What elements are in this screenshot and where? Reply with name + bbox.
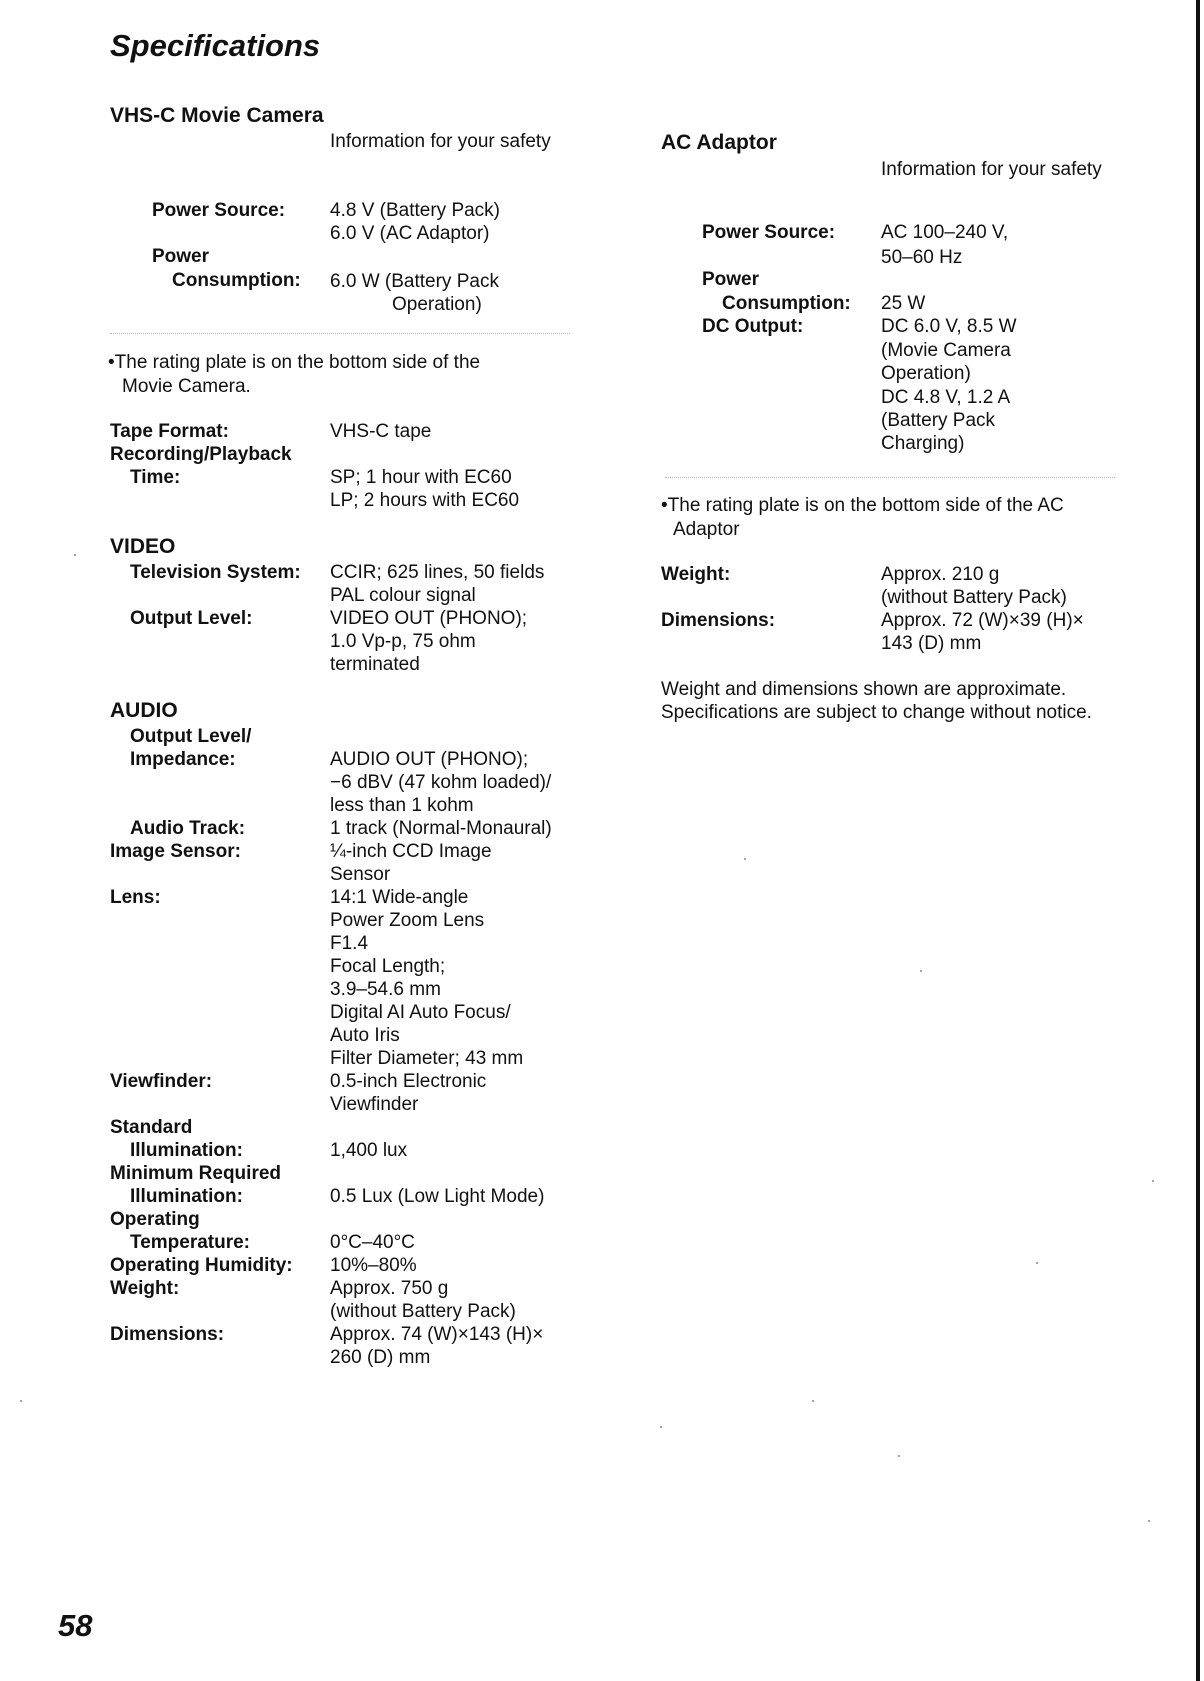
adaptor-rating-note: •The rating plate is on the bottom side of the AC	[661, 495, 1064, 516]
lens-value: 3.9–54.6 mm	[330, 979, 441, 1000]
camera-dimensions-label: Dimensions:	[110, 1324, 225, 1345]
page-title: Specifications	[110, 28, 321, 63]
camera-weight-label: Weight:	[110, 1278, 180, 1299]
camera-power-label: Consumption:	[172, 270, 301, 291]
lens-value: Digital AI Auto Focus/	[330, 1002, 511, 1023]
audio-track-label: Audio Track:	[130, 818, 246, 839]
footer-note: Weight and dimensions shown are approximate.	[661, 679, 1067, 700]
scan-speck	[74, 554, 76, 556]
audio-heading: AUDIO	[110, 699, 178, 722]
adaptor-dimensions-value: Approx. 72 (W)×39 (H)×	[881, 610, 1084, 631]
lens-value: F1.4	[330, 933, 369, 954]
camera-safety-note: Information for your safety	[330, 131, 551, 152]
camera-power-source-label: Power Source:	[152, 200, 286, 221]
adaptor-weight-value: (without Battery Pack)	[881, 587, 1067, 608]
audio-out-value: less than 1 kohm	[330, 795, 474, 816]
camera-weight-value: (without Battery Pack)	[330, 1301, 516, 1322]
tv-system-value: PAL colour signal	[330, 585, 476, 606]
lens-value: Power Zoom Lens	[330, 910, 485, 931]
adaptor-power-source-value: 50–60 Hz	[881, 247, 963, 268]
operating-humidity-label: Operating Humidity:	[110, 1255, 293, 1276]
scan-speck	[1152, 1180, 1154, 1182]
min-illumination-value: 0.5 Lux (Low Light Mode)	[330, 1186, 545, 1207]
scan-speck	[660, 1426, 662, 1428]
operating-temp-label: Temperature:	[130, 1232, 251, 1253]
camera-power-source-value: 4.8 V (Battery Pack)	[330, 200, 501, 221]
audio-out-label: Impedance:	[130, 749, 236, 770]
operating-temp-label: Operating	[110, 1209, 200, 1230]
dc-output-value: DC 6.0 V, 8.5 W	[881, 316, 1017, 337]
scan-speck	[920, 970, 922, 972]
viewfinder-value: 0.5-inch Electronic	[330, 1071, 487, 1092]
scan-speck	[812, 1400, 814, 1402]
dc-output-value: Charging)	[881, 433, 965, 454]
recording-time-label: Time:	[130, 467, 181, 488]
camera-power-source-value: 6.0 V (AC Adaptor)	[330, 223, 490, 244]
image-sensor-label: Image Sensor:	[110, 841, 241, 862]
image-sensor-value: ¼-inch CCD Image	[330, 841, 492, 862]
viewfinder-value: Viewfinder	[330, 1094, 419, 1115]
video-heading: VIDEO	[110, 535, 176, 558]
audio-out-label: Output Level/	[130, 726, 252, 747]
footer-note: Specifications are subject to change without notice.	[661, 702, 1092, 723]
dc-output-label: DC Output:	[702, 316, 804, 337]
adaptor-dimensions-value: 143 (D) mm	[881, 633, 982, 654]
lens-value: Filter Diameter; 43 mm	[330, 1048, 524, 1069]
adaptor-weight-value: Approx. 210 g	[881, 564, 1000, 585]
lens-label: Lens:	[110, 887, 161, 908]
output-level-value: terminated	[330, 654, 420, 675]
image-sensor-value: Sensor	[330, 864, 391, 885]
divider	[110, 333, 570, 334]
min-illumination-label: Illumination:	[130, 1186, 243, 1207]
scan-speck	[1036, 1262, 1038, 1264]
tv-system-value: CCIR; 625 lines, 50 fields	[330, 562, 545, 583]
recording-time-value: LP; 2 hours with EC60	[330, 490, 520, 511]
camera-rating-note: Movie Camera.	[122, 376, 251, 397]
viewfinder-label: Viewfinder:	[110, 1071, 213, 1092]
scan-speck	[898, 1455, 900, 1457]
camera-heading: VHS-C Movie Camera	[110, 104, 324, 127]
operating-temp-value: 0°C–40°C	[330, 1232, 415, 1253]
tape-format-label: Tape Format:	[110, 421, 229, 442]
adaptor-heading: AC Adaptor	[661, 131, 777, 154]
page-number: 58	[58, 1608, 93, 1643]
lens-value: 14:1 Wide-angle	[330, 887, 469, 908]
camera-rating-note: •The rating plate is on the bottom side of the	[108, 352, 481, 373]
adaptor-dimensions-label: Dimensions:	[661, 610, 776, 631]
adaptor-safety-note: Information for your safety	[881, 159, 1102, 180]
adaptor-power-source-value: AC 100–240 V,	[881, 222, 1009, 243]
output-level-value: 1.0 Vp-p, 75 ohm	[330, 631, 476, 652]
lens-value: Focal Length;	[330, 956, 446, 977]
scan-speck	[20, 1400, 22, 1402]
tv-system-label: Television System:	[130, 562, 301, 583]
standard-illumination-label: Illumination:	[130, 1140, 243, 1161]
recording-time-label: Recording/Playback	[110, 444, 292, 465]
audio-out-value: −6 dBV (47 kohm loaded)/	[330, 772, 552, 793]
output-level-label: Output Level:	[130, 608, 253, 629]
camera-power-value: Operation)	[392, 294, 482, 315]
dc-output-value: Operation)	[881, 363, 971, 384]
standard-illumination-label: Standard	[110, 1117, 193, 1138]
divider	[665, 477, 1115, 478]
camera-dimensions-value: Approx. 74 (W)×143 (H)×	[330, 1324, 544, 1345]
recording-time-value: SP; 1 hour with EC60	[330, 467, 512, 488]
adaptor-rating-note: Adaptor	[673, 519, 740, 540]
dc-output-value: (Battery Pack	[881, 410, 996, 431]
camera-power-value: 6.0 W (Battery Pack	[330, 271, 499, 292]
adaptor-weight-label: Weight:	[661, 564, 731, 585]
camera-power-label: Power	[152, 246, 210, 267]
adaptor-power-label: Power	[702, 269, 760, 290]
operating-humidity-value: 10%–80%	[330, 1255, 417, 1276]
adaptor-power-label: Consumption:	[722, 293, 851, 314]
standard-illumination-value: 1,400 lux	[330, 1140, 408, 1161]
scan-speck	[1148, 1520, 1150, 1522]
dc-output-value: (Movie Camera	[881, 340, 1011, 361]
output-level-value: VIDEO OUT (PHONO);	[330, 608, 528, 629]
adaptor-power-source-label: Power Source:	[702, 222, 836, 243]
camera-weight-value: Approx. 750 g	[330, 1278, 449, 1299]
tape-format-value: VHS-C tape	[330, 421, 432, 442]
audio-out-value: AUDIO OUT (PHONO);	[330, 749, 529, 770]
camera-dimensions-value: 260 (D) mm	[330, 1347, 431, 1368]
scan-edge-border	[1196, 0, 1200, 1681]
dc-output-value: DC 4.8 V, 1.2 A	[881, 387, 1011, 408]
audio-track-value: 1 track (Normal-Monaural)	[330, 818, 552, 839]
min-illumination-label: Minimum Required	[110, 1163, 282, 1184]
scan-speck	[744, 858, 746, 860]
adaptor-power-value: 25 W	[881, 293, 926, 314]
lens-value: Auto Iris	[330, 1025, 400, 1046]
